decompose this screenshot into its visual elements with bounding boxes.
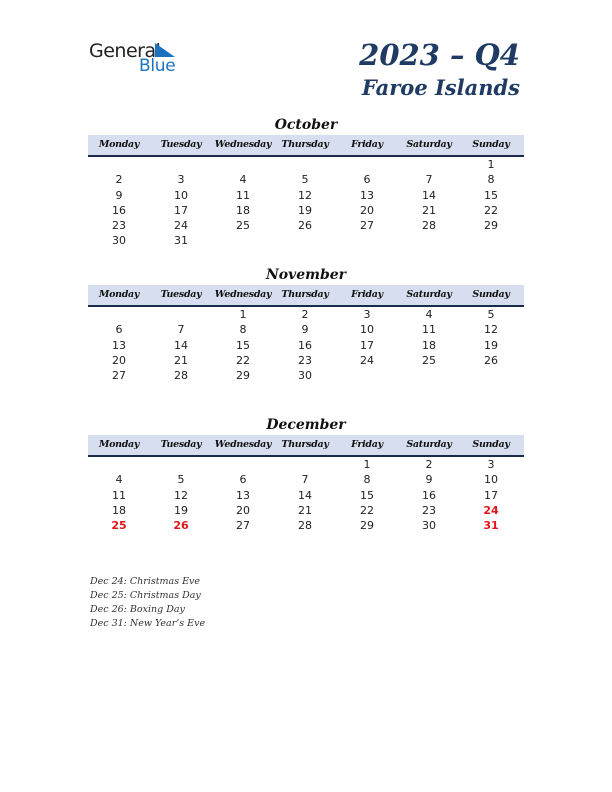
month-title: November bbox=[265, 267, 347, 283]
day-cell: 13 bbox=[236, 488, 250, 502]
weekday-label: Wednesday bbox=[214, 439, 272, 450]
day-cell: 29 bbox=[484, 219, 498, 233]
day-cell: 2 bbox=[115, 173, 123, 187]
day-cell: 27 bbox=[360, 219, 374, 233]
weekday-label: Sunday bbox=[472, 289, 510, 300]
weekday-label: Thursday bbox=[281, 289, 329, 300]
day-cell: 18 bbox=[422, 338, 436, 352]
day-cell: 10 bbox=[360, 323, 374, 337]
day-cell bbox=[150, 307, 212, 322]
day-cell: 27 bbox=[236, 519, 250, 533]
month-title: October bbox=[274, 117, 338, 133]
day-cell bbox=[274, 233, 336, 248]
day-cell: 17 bbox=[174, 203, 188, 217]
day-cell: 29 bbox=[236, 369, 250, 383]
weekday-label: Tuesday bbox=[160, 139, 202, 150]
day-cell: 23 bbox=[112, 219, 126, 233]
day-cell: 9 bbox=[301, 323, 309, 337]
day-cell: 11 bbox=[236, 188, 250, 202]
day-cell: 22 bbox=[236, 353, 250, 367]
logo-general-text: General bbox=[89, 40, 161, 62]
day-cell: 5 bbox=[177, 473, 185, 487]
day-cell: 19 bbox=[174, 503, 188, 517]
day-cell bbox=[88, 457, 150, 472]
day-cell: 5 bbox=[487, 308, 495, 321]
month-december bbox=[88, 415, 524, 533]
month-title: December bbox=[266, 417, 346, 433]
day-cell: 25 bbox=[236, 219, 250, 233]
day-cell: 8 bbox=[239, 323, 247, 337]
day-cell bbox=[336, 157, 398, 172]
weekday-label: Thursday bbox=[281, 439, 329, 450]
day-cell: 3 bbox=[487, 458, 495, 471]
day-cell: 14 bbox=[298, 488, 312, 502]
day-cell: 3 bbox=[363, 308, 371, 321]
day-cell: 7 bbox=[177, 323, 185, 337]
day-grid bbox=[88, 157, 524, 249]
day-cell: 21 bbox=[174, 353, 188, 367]
day-cell: 8 bbox=[363, 473, 371, 487]
page-subtitle: Faroe Islands bbox=[361, 75, 520, 100]
day-cell: 25 bbox=[422, 353, 436, 367]
day-grid bbox=[88, 457, 524, 533]
day-cell: 15 bbox=[360, 488, 374, 502]
day-cell: 16 bbox=[112, 203, 126, 217]
title-block bbox=[359, 38, 520, 102]
month-october bbox=[88, 115, 524, 249]
weekday-header-row bbox=[88, 285, 524, 307]
day-cell: 24 bbox=[483, 503, 499, 517]
day-cell: 5 bbox=[301, 173, 309, 187]
holiday-notes bbox=[90, 575, 205, 631]
holiday-note: Dec 25: Christmas Day bbox=[90, 590, 201, 601]
day-cell bbox=[274, 457, 336, 472]
day-cell bbox=[398, 157, 460, 172]
day-cell: 31 bbox=[483, 519, 499, 533]
day-cell: 6 bbox=[363, 173, 371, 187]
weekday-header-row bbox=[88, 435, 524, 457]
day-cell bbox=[150, 157, 212, 172]
day-cell: 10 bbox=[174, 188, 188, 202]
day-cell: 19 bbox=[298, 203, 312, 217]
day-cell: 4 bbox=[115, 473, 123, 487]
weekday-label: Saturday bbox=[406, 439, 452, 450]
day-cell: 20 bbox=[236, 503, 250, 517]
day-cell: 11 bbox=[422, 323, 436, 337]
weekday-label: Friday bbox=[351, 439, 383, 450]
day-cell: 30 bbox=[112, 234, 126, 248]
day-cell: 4 bbox=[425, 308, 433, 321]
day-cell bbox=[398, 233, 460, 248]
day-cell: 20 bbox=[360, 203, 374, 217]
day-cell: 27 bbox=[112, 369, 126, 383]
day-cell: 31 bbox=[174, 234, 188, 248]
day-cell: 13 bbox=[360, 188, 374, 202]
day-cell bbox=[150, 457, 212, 472]
day-cell bbox=[212, 233, 274, 248]
day-cell: 1 bbox=[487, 158, 495, 171]
weekday-label: Sunday bbox=[472, 439, 510, 450]
day-cell: 21 bbox=[422, 203, 436, 217]
day-cell bbox=[88, 307, 150, 322]
holiday-note: Dec 26: Boxing Day bbox=[90, 604, 185, 615]
day-cell: 8 bbox=[487, 173, 495, 187]
day-cell: 2 bbox=[425, 458, 433, 471]
weekday-label: Tuesday bbox=[160, 439, 202, 450]
weekday-label: Monday bbox=[98, 139, 140, 150]
weekday-label: Saturday bbox=[406, 139, 452, 150]
weekday-label: Monday bbox=[98, 439, 140, 450]
weekday-label: Wednesday bbox=[214, 139, 272, 150]
day-cell: 28 bbox=[174, 369, 188, 383]
weekday-label: Wednesday bbox=[214, 289, 272, 300]
day-cell: 9 bbox=[115, 188, 123, 202]
day-cell: 13 bbox=[112, 338, 126, 352]
weekday-label: Friday bbox=[351, 289, 383, 300]
month-november bbox=[88, 265, 524, 383]
day-cell: 2 bbox=[301, 308, 309, 321]
day-cell: 1 bbox=[363, 458, 371, 471]
weekday-label: Monday bbox=[98, 289, 140, 300]
day-cell: 6 bbox=[239, 473, 247, 487]
day-cell: 29 bbox=[360, 519, 374, 533]
day-cell: 14 bbox=[174, 338, 188, 352]
day-cell: 12 bbox=[174, 488, 188, 502]
day-cell bbox=[460, 233, 522, 248]
weekday-label: Tuesday bbox=[160, 289, 202, 300]
day-cell: 18 bbox=[112, 503, 126, 517]
day-cell: 7 bbox=[425, 173, 433, 187]
day-cell: 25 bbox=[111, 519, 127, 533]
day-cell: 26 bbox=[173, 519, 189, 533]
day-cell: 12 bbox=[298, 188, 312, 202]
day-cell bbox=[212, 457, 274, 472]
day-cell: 4 bbox=[239, 173, 247, 187]
day-cell: 16 bbox=[422, 488, 436, 502]
day-cell: 24 bbox=[174, 219, 188, 233]
day-cell bbox=[212, 157, 274, 172]
day-cell: 22 bbox=[484, 203, 498, 217]
holiday-note: Dec 24: Christmas Eve bbox=[90, 576, 201, 587]
day-cell: 12 bbox=[484, 323, 498, 337]
day-grid bbox=[88, 307, 524, 383]
day-cell: 23 bbox=[298, 353, 312, 367]
page-title: 2023 – Q4 bbox=[359, 38, 520, 72]
day-cell: 6 bbox=[115, 323, 123, 337]
weekday-header-row bbox=[88, 135, 524, 157]
day-cell: 24 bbox=[360, 353, 374, 367]
day-cell: 28 bbox=[298, 519, 312, 533]
day-cell: 9 bbox=[425, 473, 433, 487]
day-cell: 15 bbox=[484, 188, 498, 202]
day-cell: 30 bbox=[422, 519, 436, 533]
logo-blue-text: Blue bbox=[139, 56, 176, 76]
day-cell: 23 bbox=[422, 503, 436, 517]
day-cell bbox=[88, 157, 150, 172]
weekday-label: Friday bbox=[351, 139, 383, 150]
day-cell: 14 bbox=[422, 188, 436, 202]
day-cell: 20 bbox=[112, 353, 126, 367]
day-cell: 18 bbox=[236, 203, 250, 217]
day-cell: 1 bbox=[239, 308, 247, 321]
day-cell: 16 bbox=[298, 338, 312, 352]
day-cell: 28 bbox=[422, 219, 436, 233]
day-cell: 30 bbox=[298, 369, 312, 383]
logo-flag-icon bbox=[155, 43, 175, 57]
day-cell: 7 bbox=[301, 473, 309, 487]
day-cell bbox=[274, 157, 336, 172]
holiday-note: Dec 31: New Year’s Eve bbox=[90, 618, 206, 629]
weekday-label: Thursday bbox=[281, 139, 329, 150]
day-cell: 10 bbox=[484, 473, 498, 487]
generalblue-logo bbox=[89, 40, 189, 80]
day-cell: 3 bbox=[177, 173, 185, 187]
day-cell: 11 bbox=[112, 488, 126, 502]
day-cell: 19 bbox=[484, 338, 498, 352]
weekday-label: Sunday bbox=[472, 139, 510, 150]
day-cell: 17 bbox=[360, 338, 374, 352]
day-cell: 21 bbox=[298, 503, 312, 517]
day-cell bbox=[336, 233, 398, 248]
day-cell: 26 bbox=[298, 219, 312, 233]
weekday-label: Saturday bbox=[406, 289, 452, 300]
day-cell bbox=[336, 368, 398, 383]
day-cell: 22 bbox=[360, 503, 374, 517]
day-cell: 17 bbox=[484, 488, 498, 502]
day-cell: 15 bbox=[236, 338, 250, 352]
day-cell bbox=[460, 368, 522, 383]
day-cell: 26 bbox=[484, 353, 498, 367]
day-cell bbox=[398, 368, 460, 383]
